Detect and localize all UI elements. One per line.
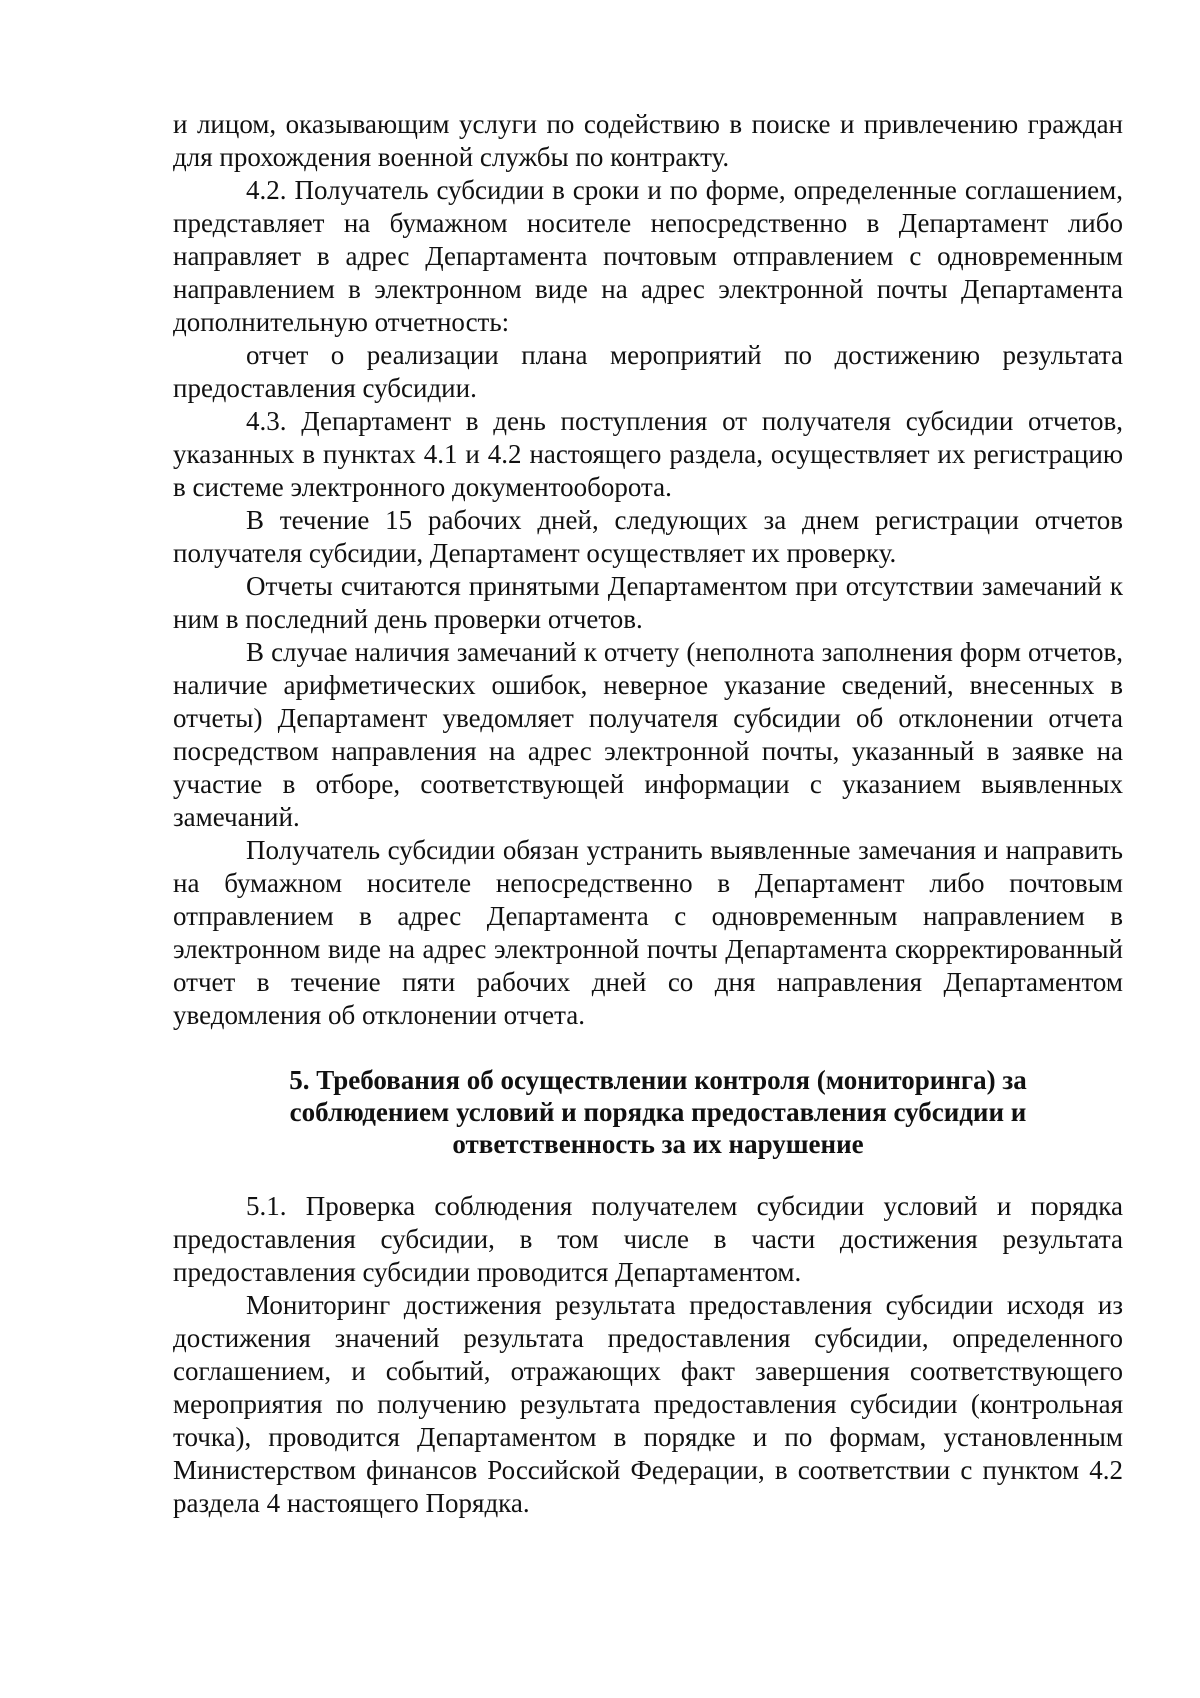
document-page bbox=[173, 108, 1123, 1520]
paragraph-reports-accepted: Отчеты считаются принятыми Департаментом при отсутствии замечаний к ним в последний день проверки отчетов. bbox=[173, 571, 1123, 634]
section-heading-line: соблюдением условий и порядка предоставления субсидии и bbox=[289, 1097, 1027, 1127]
paragraph-5-1: 5.1. Проверка соблюдения получателем субсидии условий и порядка предоставления субсидии, в том числе в части достижения результата предоставления субсидии проводится Департаментом. bbox=[173, 1191, 1123, 1287]
paragraph-review-period: В течение 15 рабочих дней, следующих за днем регистрации отчетов получателя субсидии, Департамент осуществляет их проверку. bbox=[173, 505, 1123, 568]
paragraph-correction: Получатель субсидии обязан устранить выявленные замечания и направить на бумажном носителе непосредственно в Департамент либо почтовым отправлением в адрес Департамента с одновременным направлением в электронном виде на адрес электронной почты Департамента скорректированный отчет в течение пяти рабочих дней со дня направления Департаментом уведомления об отклонении отчета. bbox=[173, 835, 1123, 1030]
paragraph-4-3: 4.3. Департамент в день поступления от получателя субсидии отчетов, указанных в пунктах 4.1 и 4.2 настоящего раздела, осуществляет их регистрацию в системе электронного документооборота. bbox=[173, 406, 1123, 502]
paragraph-remarks: В случае наличия замечаний к отчету (неполнота заполнения форм отчетов, наличие арифметических ошибок, неверное указание сведений, внесенных в отчеты) Департамент уведомляет получателя субсидии об отклонении отчета посредством направления на адрес электронной почты, указанный в заявке на участие в отборе, соответствующей информации с указанием выявленных замечаний. bbox=[173, 637, 1123, 832]
paragraph-4-2: 4.2. Получатель субсидии в сроки и по форме, определенные соглашением, представляет на бумажном носителе непосредственно в Департамент либо направляет в адрес Департамента почтовым отправлением с одновременным направлением в электронном виде на адрес электронной почты Департамента дополнительную отчетность: bbox=[173, 175, 1123, 337]
paragraph-continuation: и лицом, оказывающим услуги по содействию в поиске и привлечению граждан для прохождения военной службы по контракту. bbox=[173, 109, 1123, 172]
section-5-heading bbox=[173, 1064, 1123, 1160]
paragraph-monitoring: Мониторинг достижения результата предоставления субсидии исходя из достижения значений результата предоставления субсидии, определенного соглашением, и событий, отражающих факт завершения соответствующего мероприятия по получению результата предоставления субсидии (контрольная точка), проводится Департаментом в порядке и по формам, установленным Министерством финансов Российской Федерации, в соответствии с пунктом 4.2 раздела 4 настоящего Порядка. bbox=[173, 1290, 1123, 1518]
section-heading-line: ответственность за их нарушение bbox=[452, 1129, 864, 1159]
section-heading-line: 5. Требования об осуществлении контроля (мониторинга) за bbox=[289, 1065, 1027, 1095]
paragraph-report-plan: отчет о реализации плана мероприятий по достижению результата предоставления субсидии. bbox=[173, 340, 1123, 403]
